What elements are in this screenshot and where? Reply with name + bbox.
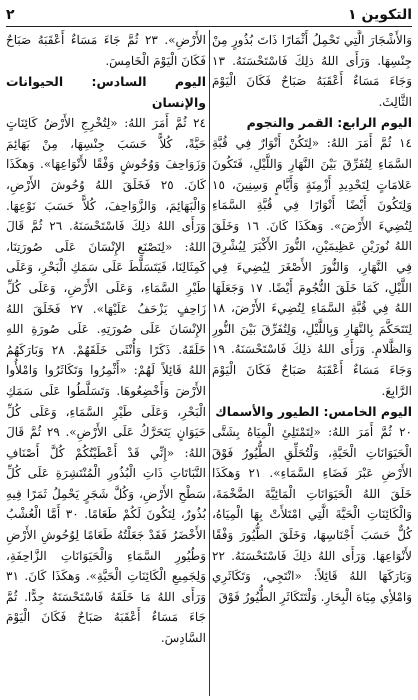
paragraph: ٢٠ ثُمَّ أَمَرَ اللهُ: «لِتَمْتَلِئِ الْمِيَاهُ بِشَتَّى الْحَيَوَانَاتِ الْحَيَّةِ، وَلْتُحَلِّقِ الطُّيُورُ فَوْقَ الأَرْضِ عَبْرَ فَضَاءِ السَّمَاءِ». ٢١ وَهكَذَا خَلَقَ اللهُ الْحَيَوَانَاتِ الْمَائِيَّةَ الضَّخْمَةَ، وَالْكَائِنَاتِ الْحَيَّةَ الَّتِي امْتَلأَتْ بِهَا الْمِيَاهُ، كُلٌّ حَسَبَ أَجْنَاسِهَا، وَخَلَقَ الطُّيُورَ وَفْقًا لأَنْوَاعِهَا. وَرَأَى اللهُ ذلِكَ فَاسْتَحْسَنَهُ. ٢٢ وَبَارَكَهَا اللهُ قَائِلاً: «انْتَجِي، وَتَكَاثَرِي وَامْلأِي مِيَاهَ الْبِحَارِ. وَلْتَتَكَاثَرِ الطُّيُورُ فَوْقَ: [212, 425, 412, 604]
page-header: [6, 4, 412, 27]
paragraph: وَالأَشْجَارَ الَّتِي تَحْمِلُ أَثْمَارًا ذَاتَ بُذُورٍ مِنْ جِنْسِهَا. وَرَأَى اللهُ ذلِكَ فَاسْتَحْسَنَهُ. ١٣ وَجَاءَ مَسَاءٌ أَعْقَبَهُ صَبَاحٌ فَكَانَ الْيَوْمَ الثَّالِثَ.: [212, 33, 412, 109]
section-heading: اليوم السادس: الحيوانات والإنسان: [6, 74, 206, 111]
paragraph: ١٤ ثُمَّ أَمَرَ اللهُ: «لِتَكُنْ أَنْوَارٌ فِي قُبَّةِ السَّمَاءِ لِتُفَرِّقَ بَيْنَ النَّهَارِ وَاللَّيْلِ، فَتَكُونَ عَلامَاتٍ لِتَحْدِيدِ أَزْمِنَةٍ وَأَيَّامٍ وَسِنِينَ، ١٥ وَلِتَكُونَ أَيْضًا أَنْوَارًا فِي قُبَّةِ السَّمَاءِ لِتُضِيءَ الأَرْضَ». وَهكَذَا كَانَ. ١٦ وَخَلَقَ اللهُ نُورَيْنِ عَظِيمَيْنِ، النُّورَ الأَكْبَرَ لِيُشْرِقَ فِي النَّهَارِ، وَالنُّورَ الأَصْغَرَ لِيُضِيءَ فِي اللَّيْلِ، كَمَا خَلَقَ النُّجُومَ أَيْضًا. ١٧ وَجَعَلَهَا اللهُ فِي قُبَّةِ السَّمَاءِ لِتُضِيءَ الأَرْضَ، ١٨ لِتَتَحَكَّمَ بِالنَّهَارِ وَبِاللَّيْلِ، وَلِتُفَرِّقَ بَيْنَ النُّورِ وَالظَّلامِ. وَرَأَى اللهُ ذلِكَ فَاسْتَحْسَنَهُ. ١٩ وَجَاءَ مَسَاءٌ أَعْقَبَهُ صَبَاحٌ فَكَانَ الْيَوْمَ الرَّابِعَ.: [212, 136, 412, 398]
column-divider: [209, 30, 210, 696]
page-number: ٢: [6, 7, 15, 23]
section-heading: اليوم الخامس: الطيور والأسماك: [215, 404, 412, 420]
section-heading: اليوم الرابع: القمر والنجوم: [246, 115, 412, 131]
left-text-column: [6, 30, 206, 698]
book-chapter-title: التكوين ١: [348, 7, 412, 23]
right-text-column: [212, 30, 412, 698]
paragraph: ٢٤ ثُمَّ أَمَرَ اللهُ: «لِتُخْرِجِ الأَرْضُ كَائِنَاتٍ حَيَّةً، كُلاًّ حَسَبَ جِنْسِهَا، مِنْ بَهَائِمَ وَزَوَاحِفَ وَوُحُوشٍ وَفْقًا لأَنْوَاعِهَا». وَهكَذَا كَانَ. ٢٥ فَخَلَقَ اللهُ وُحُوشَ الأَرْضِ، وَالْبَهَائِمَ، وَالزَّوَاحِفَ، كُلاًّ حَسَبَ نَوْعِهَا. وَرَأَى اللهُ ذلِكَ فَاسْتَحْسَنَهُ. ٢٦ ثُمَّ قَالَ اللهُ: «لِنَصْنَعِ الإِنْسَانَ عَلَى صُورَتِنَا، كَمِثَالِنَا، فَيَتَسَلَّطَ عَلَى سَمَكِ الْبَحْرِ، وَعَلَى طَيْرِ السَّمَاءِ، وَعَلَى الأَرْضِ، وَعَلَى كُلِّ زَاحِفٍ يَزْحَفُ عَلَيْهَا». ٢٧ فَخَلَقَ اللهُ الإِنْسَانَ عَلَى صُورَتِهِ. عَلَى صُورَةِ اللهِ خَلَقَهُ. ذَكَرًا وَأُنْثَى خَلَقَهُمْ. ٢٨ وَبَارَكَهُمُ اللهُ قَائِلاً لَهُمْ: «أَثْمِرُوا وَتَكَاثَرُوا وَامْلأُوا الأَرْضَ وَأَخْضِعُوهَا. وَتَسَلَّطُوا عَلَى سَمَكِ الْبَحْرِ، وَعَلَى طَيْرِ السَّمَاءِ، وَعَلَى كُلِّ حَيَوَانٍ يَتَحَرَّكُ عَلَى الأَرْضِ». ٢٩ ثُمَّ قَالَ اللهُ: «إِنِّي قَدْ أَعْطَيْتُكُمْ كُلَّ أَصْنَافِ النَّبَاتَاتِ ذَاتِ الْبُذُورِ الْمُنْتَشِرَةِ عَلَى كُلِّ سَطْحِ الأَرْضِ، وَكُلَّ شَجَرٍ يَحْمِلُ ثَمَرًا فِيهِ بُذُورٌ، لِتَكُونَ لَكُمْ طَعَامًا. ٣٠ أَمَّا الْعُشْبُ الأَخْضَرُ فَقَدْ جَعَلْتُهُ طَعَامًا لِوُحُوشِ الأَرْضِ وَطُيُورِ السَّمَاءِ وَالْحَيَوَانَاتِ الزَّاحِفَةِ، وَلِجَمِيعِ الْكَائِنَاتِ الْحَيَّةِ». وَهكَذَا كَانَ. ٣١ وَرَأَى اللهُ مَا خَلَقَهُ فَاسْتَحْسَنَهُ جِدًّا. ثُمَّ جَاءَ مَسَاءٌ أَعْقَبَهُ صَبَاحٌ فَكَانَ الْيَوْمَ السَّادِسَ.: [6, 116, 206, 646]
paragraph: الأَرْضِ». ٢٣ ثُمَّ جَاءَ مَسَاءٌ أَعْقَبَهُ صَبَاحٌ فَكَانَ الْيَوْمَ الْخَامِسَ.: [6, 33, 206, 68]
